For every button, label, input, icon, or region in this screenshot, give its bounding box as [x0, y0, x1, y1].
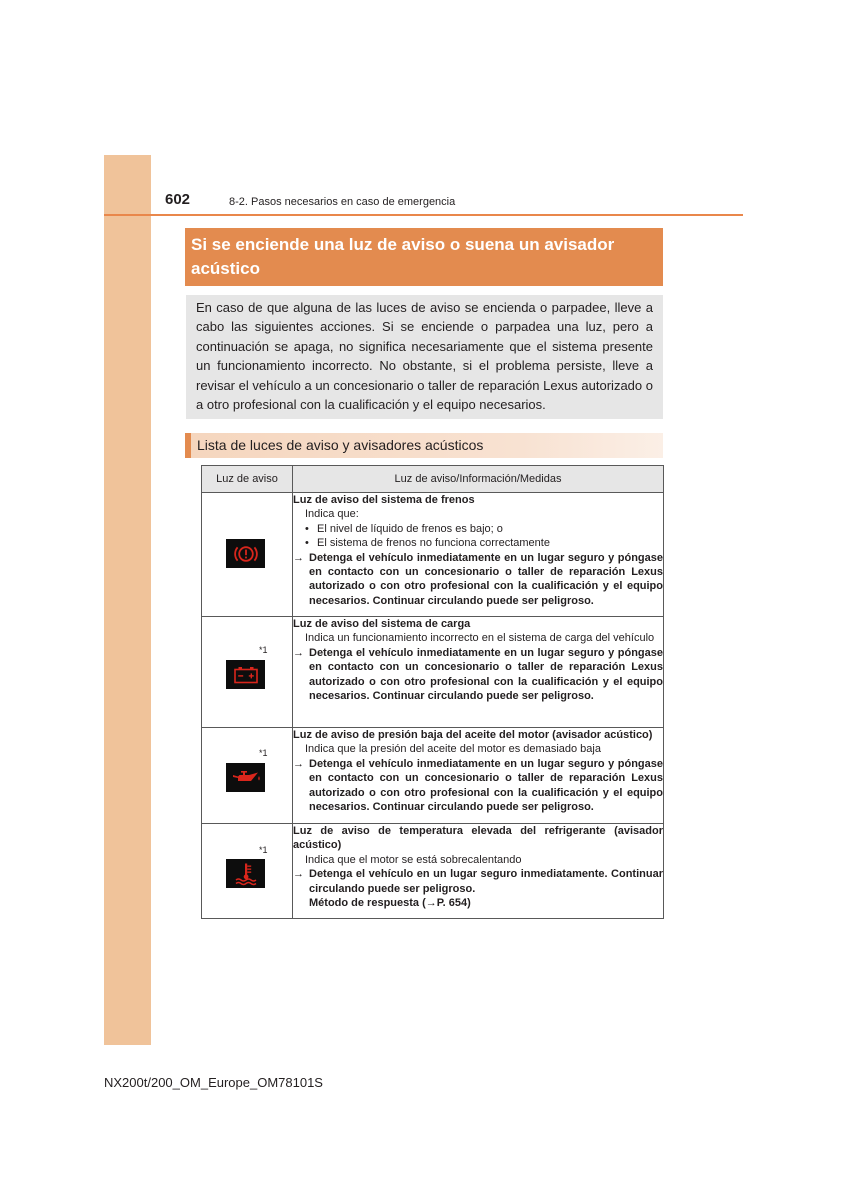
icon-cell: [202, 493, 293, 617]
arrow-icon: →: [293, 646, 304, 659]
intro-paragraph: En caso de que alguna de las luces de aviso se encienda o parpadee, lleve a cabo las siguientes acciones. Si se enciende o parpadea una luz, pero a continuación se apaga, no significa necesariamente que el sistema presente un funcionamiento incorrecto. No obstante, si el problema persiste, lleve a revisar el vehículo a un concesionario o taller de reparación Lexus autorizado o a otro profesional con la cualificación y el equipo necesarios.: [186, 295, 663, 419]
table-header-row: [202, 466, 664, 493]
column-header-info: Luz de aviso/Información/Medidas: [293, 466, 664, 493]
document-code: NX200t/200_OM_Europe_OM78101S: [104, 1075, 323, 1090]
bullet-item: • El sistema de frenos no funciona correctamente: [293, 536, 663, 550]
icon-cell: [202, 824, 293, 919]
row-indication: Indica que:: [305, 508, 359, 521]
row-indication: Indica un funcionamiento incorrecto en el sistema de carga del vehículo: [305, 632, 655, 645]
page-number: 602: [165, 191, 191, 208]
footnote-marker: *1: [259, 845, 268, 855]
action-item: [293, 551, 663, 609]
arrow-icon: →: [293, 551, 304, 564]
table-row: [202, 728, 664, 824]
action-item: [293, 867, 663, 896]
row-title: Luz de aviso de presión baja del aceite del motor (avisador acústico): [293, 729, 653, 741]
footnote-marker: *1: [259, 748, 268, 758]
action-item: [293, 646, 663, 704]
chapter-heading: 8-2. Pasos necesarios en caso de emergencia: [229, 196, 456, 208]
column-header-light: Luz de aviso: [202, 466, 293, 493]
description-cell: [293, 824, 664, 919]
row-title: Luz de aviso del sistema de frenos: [293, 494, 475, 506]
footnote-marker: *1: [259, 645, 268, 655]
warning-lights-table: [201, 465, 664, 919]
battery-charge-icon: [226, 660, 265, 689]
bullet-item: • El nivel de líquido de frenos es bajo; o: [293, 522, 663, 536]
action-text: Detenga el vehículo inmediatamente en un lugar seguro y póngase en contacto con un concesionario o taller de reparación Lexus autorizado o con otro profesional con la cualificación y el equipo necesarios. Continuar circulando puede ser peligroso.: [309, 551, 663, 607]
oil-pressure-icon: [226, 763, 265, 792]
description-cell: [293, 493, 664, 617]
action-text: Detenga el vehículo inmediatamente en un lugar seguro y póngase en contacto con un concesionario o taller de reparación Lexus autorizado o con otro profesional con la cualificación y el equipo necesarios. Continuar circulando puede ser peligroso.: [309, 757, 663, 814]
arrow-icon: →: [293, 757, 304, 770]
chapter-sidebar-tab: [104, 155, 151, 1045]
action-text: Detenga el vehículo en un lugar seguro inmediatamente. Continuar circulando puede ser peligroso.: [309, 868, 663, 895]
description-cell: [293, 728, 664, 824]
brake-warning-icon: [226, 539, 265, 568]
row-title: Luz de aviso de temperatura elevada del refrigerante (avisador acústico): [293, 825, 663, 852]
icon-cell: [202, 728, 293, 824]
row-indication: Indica que la presión del aceite del motor es demasiado baja: [305, 743, 601, 756]
table-row: [202, 824, 664, 919]
coolant-temperature-icon: [226, 859, 265, 888]
action-item: [293, 757, 663, 815]
subsection-title: Lista de luces de aviso y avisadores acústicos: [185, 433, 663, 458]
action-text: Detenga el vehículo inmediatamente en un lugar seguro y póngase en contacto con un concesionario o taller de reparación Lexus autorizado o con otro profesional con la cualificación y el equipo necesarios. Continuar circulando puede ser peligroso.: [309, 646, 663, 703]
icon-cell: [202, 617, 293, 728]
table-row: [202, 493, 664, 617]
row-indication: Indica que el motor se está sobrecalentando: [305, 853, 522, 866]
section-title: Si se enciende una luz de aviso o suena un avisador acústico: [185, 228, 663, 286]
response-method-reference: Método de respuesta (→P. 654): [309, 897, 471, 910]
table-row: [202, 617, 664, 728]
description-cell: [293, 617, 664, 728]
row-title: Luz de aviso del sistema de carga: [293, 618, 471, 630]
header-rule: [104, 214, 743, 216]
arrow-icon: →: [293, 868, 304, 881]
